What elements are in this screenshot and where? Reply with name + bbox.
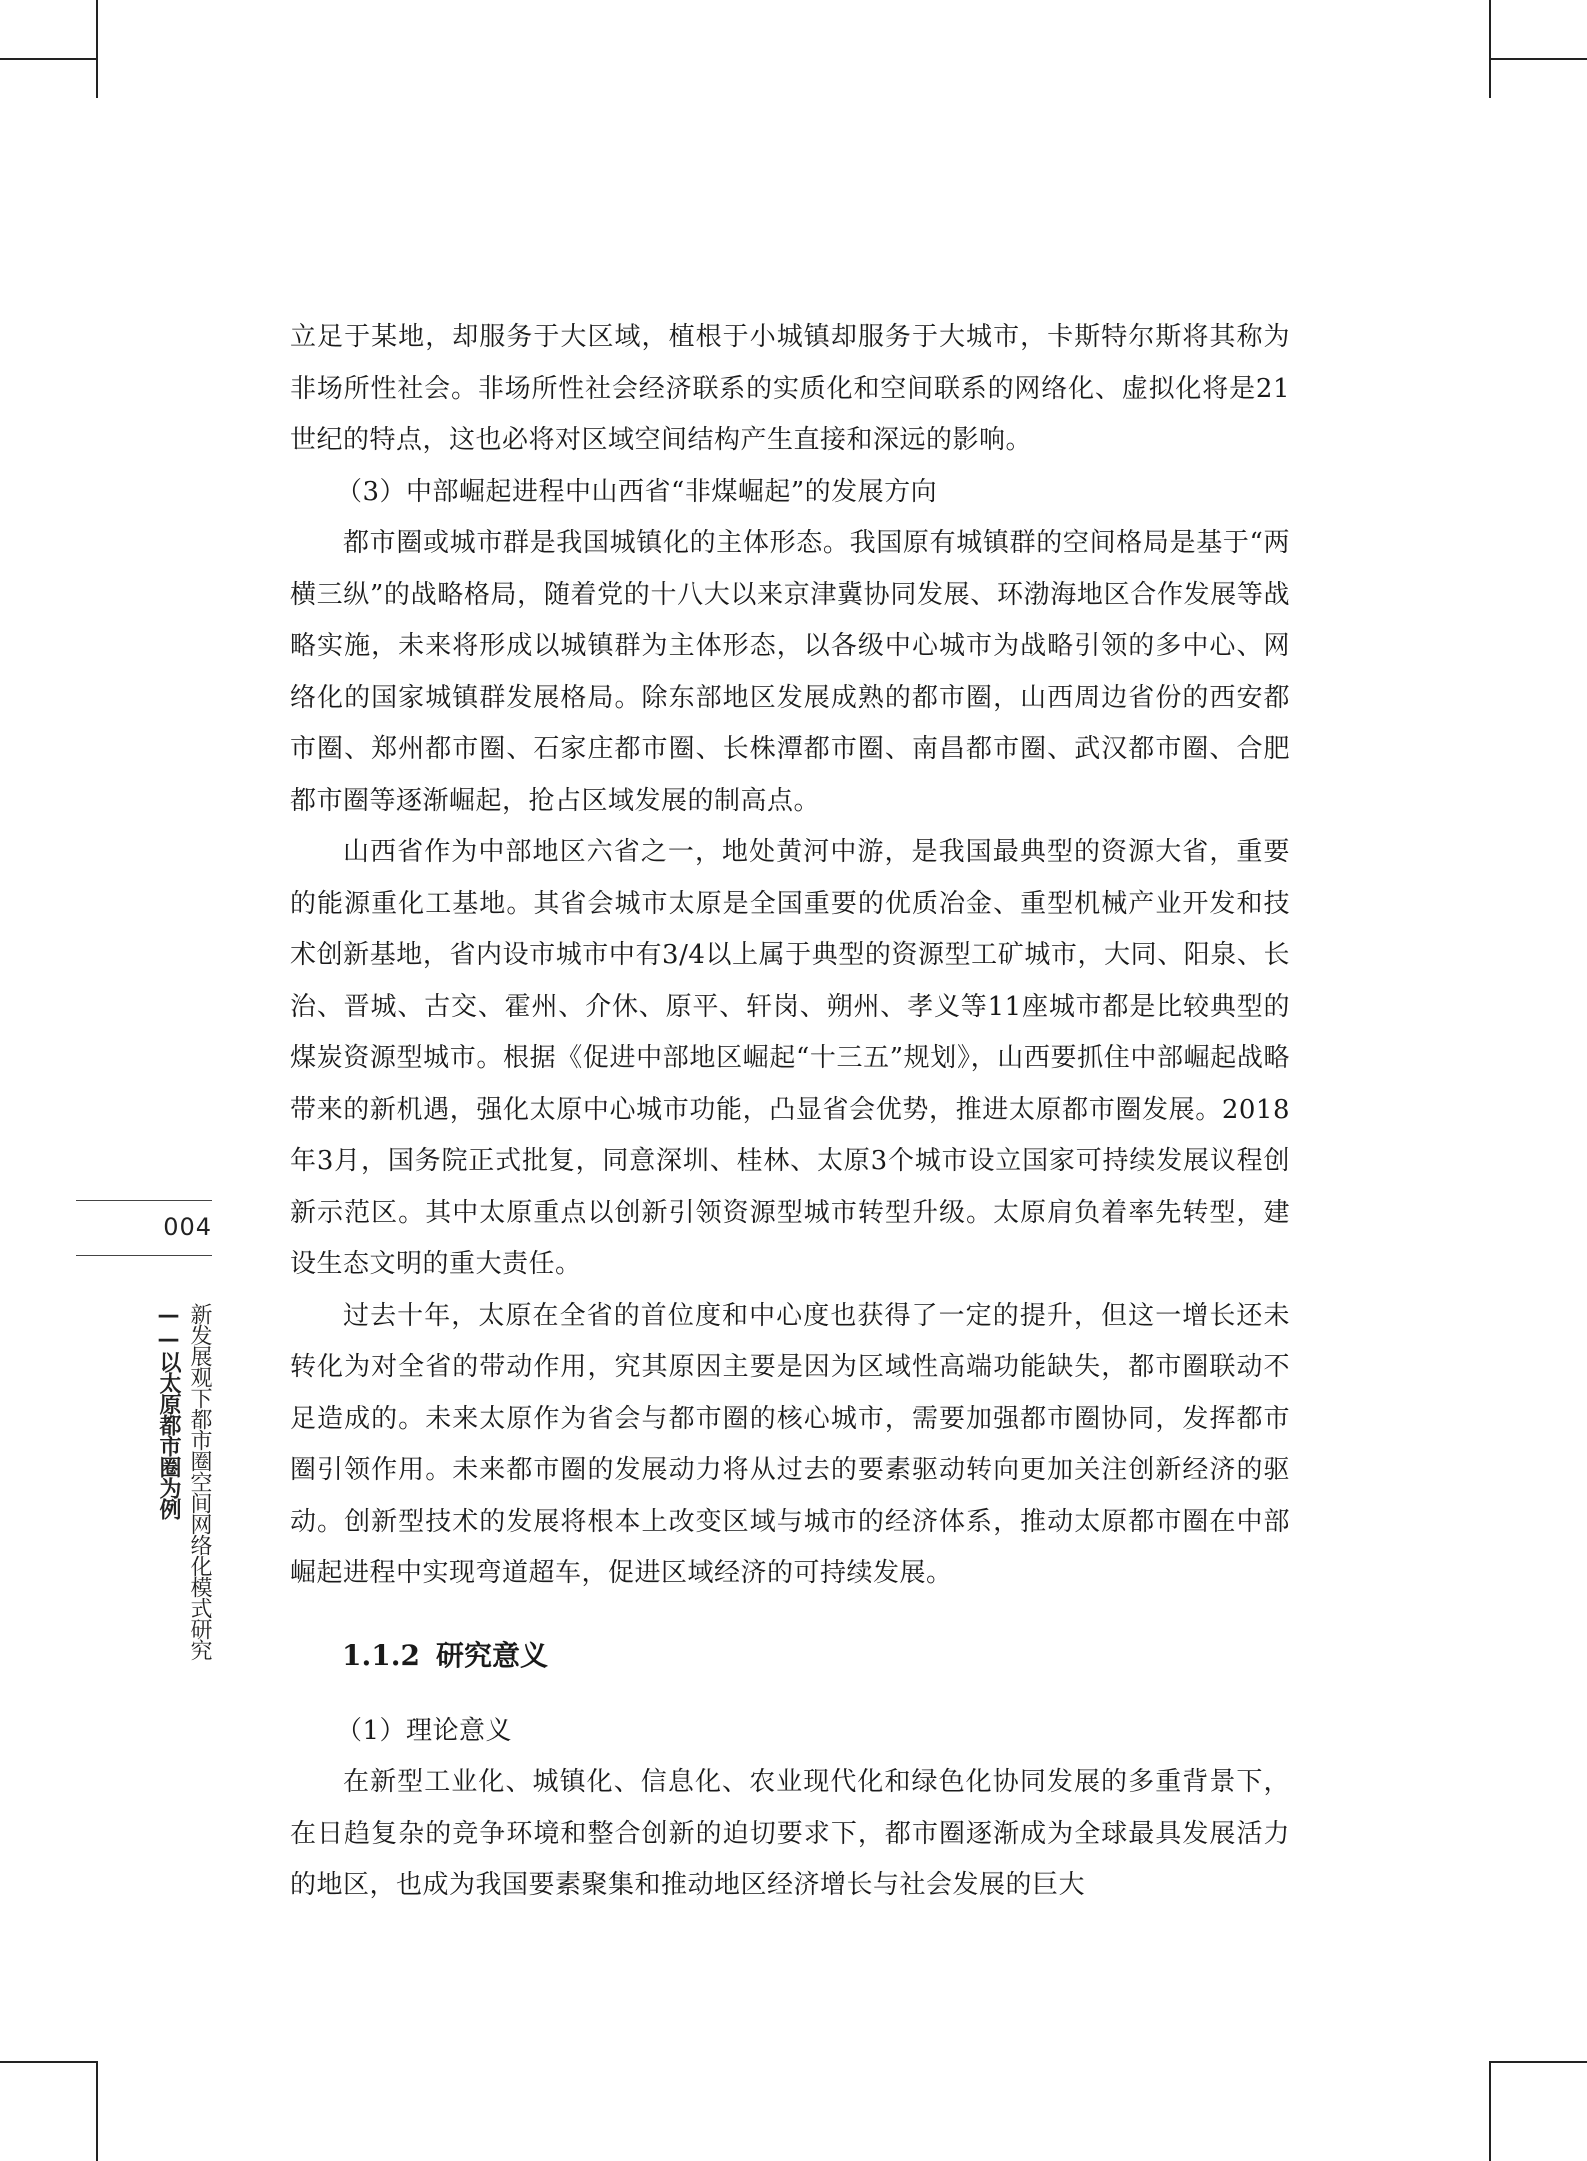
running-subtitle: ——以太原都市圈为例 [156,1303,181,1519]
section-heading [342,1636,1290,1676]
crop-mark [1489,2061,1491,2161]
page-number-rule-top [76,1200,212,1201]
crop-mark [96,2061,98,2161]
crop-mark [1489,58,1587,60]
crop-mark [96,0,98,98]
subheading: （1）理论意义 [336,1715,513,1746]
crop-mark [0,2061,98,2063]
paragraph: 过去十年，太原在全省的首位度和中心度也获得了一定的提升，但这一增长还未转化为对全省的带动作用，究其原因主要是因为区域性高端功能缺失，都市圈联动不足造成的。未来太原作为省会与都市圈的核心城市，需要加强都市圈协同，发挥都市圈引领作用。未来都市圈的发展动力将从过去的要素驱动转向更加关注创新经济的驱动。创新型技术的发展将根本上改变区域与城市的经济体系，推动太原都市圈在中部崛起进程中实现弯道超车，促进区域经济的可持续发展。 [290,1300,1290,1588]
crop-mark [1489,2061,1587,2063]
crop-mark [0,58,98,60]
page-number-rule-bottom [76,1255,212,1256]
section-number: 1.1.2 [342,1638,420,1672]
paragraph: 山西省作为中部地区六省之一，地处黄河中游，是我国最典型的资源大省，重要的能源重化工基地。其省会城市太原是全国重要的优质冶金、重型机械产业开发和技术创新基地，省内设市城市中有3/4以上属于典型的资源型工矿城市，大同、阳泉、长治、晋城、古交、霍州、介休、原平、轩岗、朔州、孝义等11座城市都是比较典型的煤炭资源型城市。根据《促进中部地区崛起“十三五”规划》，山西要抓住中部崛起战略带来的新机遇，强化太原中心城市功能，凸显省会优势，推进太原都市圈发展。2018年3月，国务院正式批复，同意深圳、桂林、太原3个城市设立国家可持续发展议程创新示范区。其中太原重点以创新引领资源型城市转型升级。太原肩负着率先转型，建设生态文明的重大责任。 [290,837,1290,1279]
section-title: 研究意义 [435,1638,548,1672]
paragraph: 立足于某地，却服务于大区域，植根于小城镇却服务于大城市，卡斯特尔斯将其称为非场所性社会。非场所性社会经济联系的实质化和空间联系的网络化、虚拟化将是21世纪的特点，这也必将对区域空间结构产生直接和深远的影响。 [290,322,1290,455]
running-title: 新发展观下都市圈空间网络化模式研究 [187,1303,212,1660]
paragraph: 都市圈或城市群是我国城镇化的主体形态。我国原有城镇群的空间格局是基于“两横三纵”的战略格局，随着党的十八大以来京津冀协同发展、环渤海地区合作发展等战略实施，未来将形成以城镇群为主体形态，以各级中心城市为战略引领的多中心、网络化的国家城镇群发展格局。除东部地区发展成熟的都市圈，山西周边省份的西安都市圈、郑州都市圈、石家庄都市圈、长株潭都市圈、南昌都市圈、武汉都市圈、合肥都市圈等逐渐崛起，抢占区域发展的制高点。 [290,528,1290,816]
main-text [290,312,1290,1912]
page-number: 004 [163,1213,212,1241]
crop-mark [1489,0,1491,98]
paragraph: 在新型工业化、城镇化、信息化、农业现代化和绿色化协同发展的多重背景下，在日趋复杂的竞争环境和整合创新的迫切要求下，都市圈逐渐成为全球最具发展活力的地区，也成为我国要素聚集和推动地区经济增长与社会发展的巨大 [290,1767,1290,1900]
subheading: （3）中部崛起进程中山西省“非煤崛起”的发展方向 [336,476,938,507]
